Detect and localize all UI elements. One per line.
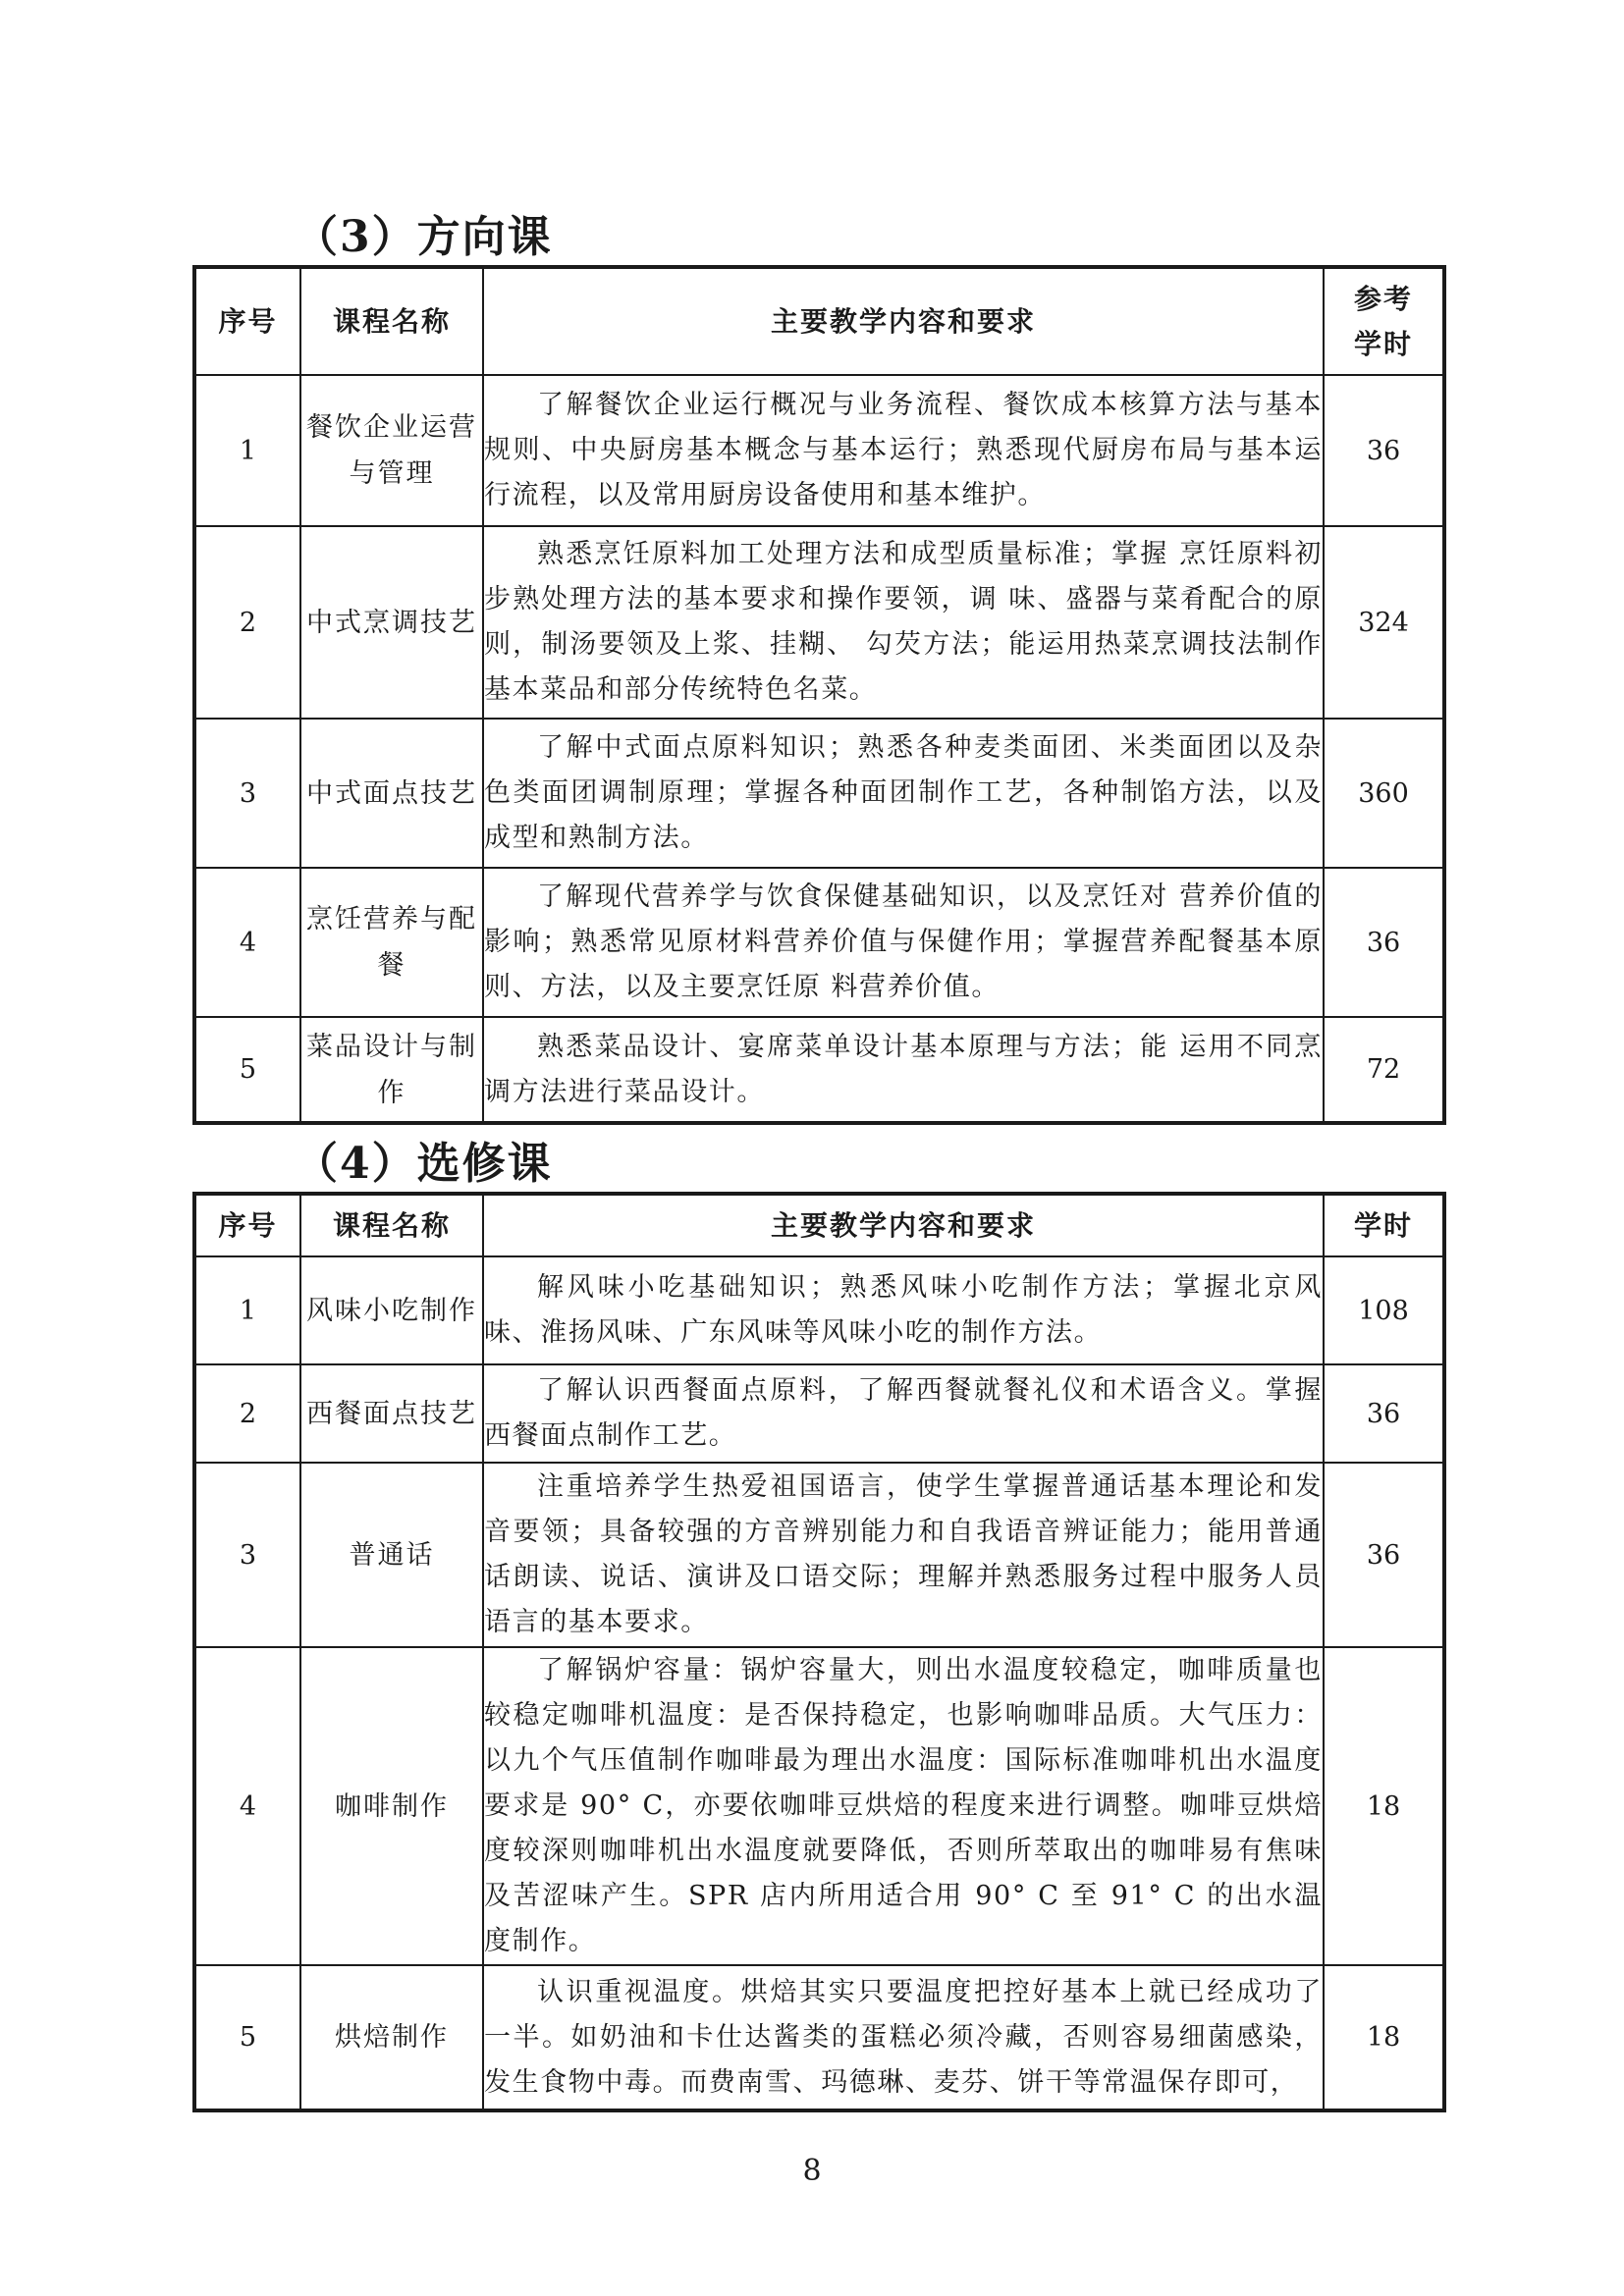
row-no: 4 <box>194 868 300 1017</box>
row-content: 注重培养学生热爱祖国语言，使学生掌握普通话基本理论和发音要领；具备较强的方音辨别能力和自我语音辨证能力；能用普通话朗读、说话、演讲及口语交际；理解并熟悉服务过程中服务人员语言的基本要求。 <box>483 1463 1324 1647</box>
row-hours: 108 <box>1324 1256 1444 1364</box>
row-name: 中式面点技艺 <box>300 719 483 868</box>
section-3-heading: （3）方向课 <box>295 212 553 262</box>
row-no: 5 <box>194 1965 300 2110</box>
table-row <box>194 526 1444 719</box>
direction-courses-table <box>192 265 1446 1125</box>
row-hours: 18 <box>1324 1647 1444 1965</box>
row-no: 5 <box>194 1017 300 1123</box>
row-content: 了解餐饮企业运行概况与业务流程、餐饮成本核算方法与基本规则、中央厨房基本概念与基本运行；熟悉现代厨房布局与基本运行流程，以及常用厨房设备使用和基本维护。 <box>483 375 1324 526</box>
row-content: 熟悉菜品设计、宴席菜单设计基本原理与方法；能 运用不同烹调方法进行菜品设计。 <box>483 1017 1324 1123</box>
row-hours: 360 <box>1324 719 1444 868</box>
table-row <box>194 1364 1444 1463</box>
row-name: 普通话 <box>300 1463 483 1647</box>
row-hours: 18 <box>1324 1965 1444 2110</box>
row-content: 了解现代营养学与饮食保健基础知识，以及烹饪对 营养价值的影响；熟悉常见原材料营养价值与保健作用；掌握营养配餐基本原则、方法，以及主要烹饪原 料营养价值。 <box>483 868 1324 1017</box>
row-no: 2 <box>194 526 300 719</box>
row-content: 了解认识西餐面点原料，了解西餐就餐礼仪和术语含义。掌握西餐面点制作工艺。 <box>483 1364 1324 1463</box>
table-row <box>194 1647 1444 1965</box>
header-content: 主要教学内容和要求 <box>483 267 1324 375</box>
row-name: 餐饮企业运营与管理 <box>300 375 483 526</box>
header-no: 序号 <box>194 1194 300 1256</box>
row-hours: 36 <box>1324 1463 1444 1647</box>
section-4-heading: （4）选修课 <box>295 1139 553 1189</box>
row-name: 西餐面点技艺 <box>300 1364 483 1463</box>
header-hours <box>1324 267 1444 375</box>
row-hours: 36 <box>1324 868 1444 1017</box>
table-row <box>194 1017 1444 1123</box>
header-name: 课程名称 <box>300 1194 483 1256</box>
row-hours: 324 <box>1324 526 1444 719</box>
row-no: 2 <box>194 1364 300 1463</box>
row-content: 熟悉烹饪原料加工处理方法和成型质量标准；掌握 烹饪原料初步熟处理方法的基本要求和操作要领，调 味、盛器与菜肴配合的原则，制汤要领及上浆、挂糊、 勾芡方法；能运用热菜烹调技法制作基本菜品和部分传统特色名菜。 <box>483 526 1324 719</box>
table-row <box>194 868 1444 1017</box>
header-content: 主要教学内容和要求 <box>483 1194 1324 1256</box>
page-number: 8 <box>802 2154 822 2188</box>
elective-courses-table <box>192 1192 1446 2112</box>
row-no: 1 <box>194 375 300 526</box>
header-no: 序号 <box>194 267 300 375</box>
row-hours: 36 <box>1324 375 1444 526</box>
row-no: 3 <box>194 1463 300 1647</box>
row-no: 3 <box>194 719 300 868</box>
row-content: 解风味小吃基础知识；熟悉风味小吃制作方法；掌握北京风味、淮扬风味、广东风味等风味小吃的制作方法。 <box>483 1256 1324 1364</box>
row-name: 风味小吃制作 <box>300 1256 483 1364</box>
table-row <box>194 1463 1444 1647</box>
row-content: 了解中式面点原料知识；熟悉各种麦类面团、米类面团以及杂色类面团调制原理；掌握各种面团制作工艺，各种制馅方法，以及成型和熟制方法。 <box>483 719 1324 868</box>
row-name: 烘焙制作 <box>300 1965 483 2110</box>
row-name: 中式烹调技艺 <box>300 526 483 719</box>
row-hours: 36 <box>1324 1364 1444 1463</box>
row-name: 菜品设计与制作 <box>300 1017 483 1123</box>
header-hours-line2: 学时 <box>1353 327 1413 360</box>
row-no: 4 <box>194 1647 300 1965</box>
row-hours: 72 <box>1324 1017 1444 1123</box>
header-hours-line1: 参考 <box>1353 282 1413 315</box>
row-name: 烹饪营养与配餐 <box>300 868 483 1017</box>
table-row <box>194 719 1444 868</box>
table-header-row <box>194 267 1444 375</box>
header-name: 课程名称 <box>300 267 483 375</box>
table-row <box>194 1256 1444 1364</box>
table-header-row <box>194 1194 1444 1256</box>
table-row <box>194 375 1444 526</box>
row-name: 咖啡制作 <box>300 1647 483 1965</box>
row-content: 认识重视温度。烘焙其实只要温度把控好基本上就已经成功了一半。如奶油和卡仕达酱类的蛋糕必须冷藏，否则容易细菌感染，发生食物中毒。而费南雪、玛德琳、麦芬、饼干等常温保存即可， <box>483 1965 1324 2110</box>
row-no: 1 <box>194 1256 300 1364</box>
header-hours: 学时 <box>1324 1194 1444 1256</box>
row-content: 了解锅炉容量：锅炉容量大，则出水温度较稳定，咖啡质量也较稳定咖啡机温度：是否保持稳定，也影响咖啡品质。大气压力：以九个气压值制作咖啡最为理出水温度：国际标准咖啡机出水温度要求是 90° C，亦要依咖啡豆烘焙的程度来进行调整。咖啡豆烘焙度较深则咖啡机出水温度就要降低，否则所萃取出的咖啡易有焦味及苦涩味产生。SPR 店内所用适合用 90° C 至 91° C 的出水温度制作。 <box>483 1647 1324 1965</box>
table-row <box>194 1965 1444 2110</box>
